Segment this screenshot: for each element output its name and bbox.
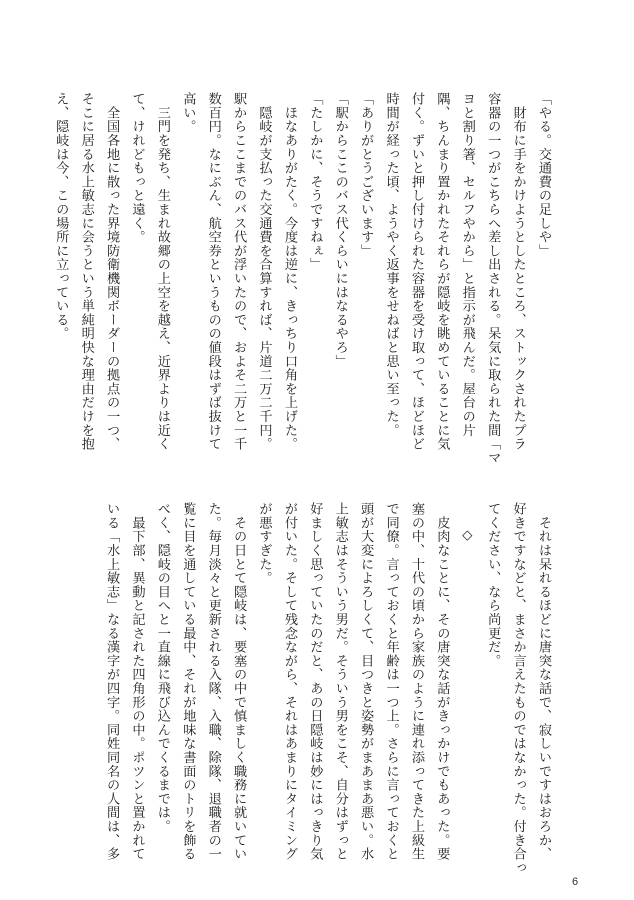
- text-line: が付いた。そして残念ながら、それはあまりにタイミング: [281, 502, 297, 861]
- upper-text-block: [53, 92, 556, 465]
- text-line: 好ましく思っていたのだと、あの日隠岐は妙にはっきり気: [307, 502, 323, 861]
- text-line: 財布に手をかけようとしたところ、ストックされたプラ: [510, 92, 526, 451]
- text-line: そこに居る水上敏志に会うという単純明快な理由だけを抱: [78, 92, 94, 451]
- text-line: 好きですなどと、まさか言えたものではなかった。付き合っ: [510, 502, 526, 875]
- text-line: その日とて隠岐は、要塞の中で慎ましく職務に就いてい: [231, 502, 247, 861]
- text-line: 覧に目を通している最中、それが地味な書面のトリを飾る: [180, 502, 196, 861]
- text-line: 高い。: [180, 92, 196, 134]
- text-line: 三門を発ち、生まれ故郷の上空を越え、近界よりは近く: [154, 92, 170, 451]
- text-line: 全国各地に散った界境防衛機関ボーダーの拠点の一つ、: [104, 92, 120, 451]
- lower-text-block: [70, 502, 556, 875]
- text-line: 容器の一つがこちらへ差し出される。呆気に取られた間「マ: [485, 92, 501, 465]
- text-line: 「ありがとうございます」: [358, 92, 374, 258]
- text-line: 皮肉なことに、その唐突な話がきっかけでもあった。要: [434, 502, 450, 861]
- text-line: た。毎月淡々と更新される入隊、入職、除隊、退職者の一: [205, 502, 221, 861]
- text-line: 塞の中、十代の頃から家族のように連れ添ってきた上級生: [408, 502, 424, 861]
- text-line: 数百円。なにぶん、航空券というものの値段はずば抜けて: [205, 92, 221, 451]
- page-number: 6: [572, 876, 579, 888]
- text-line: 最下部、異動と記された四角形の中。ポツンと置かれて: [129, 502, 145, 861]
- text-line: 「やる。交通費の足しや」: [536, 92, 551, 258]
- text-line: 「たしかに、そうですねぇ」: [307, 92, 323, 272]
- text-line: 隠岐が支払った交通費を合算すれば、片道二万二千円。: [256, 92, 272, 451]
- text-line: 頭が大変によろしくて、目つきと姿勢がまあまあ悪い。水: [358, 502, 374, 861]
- text-line: てください、なら尚更だ。: [485, 502, 501, 668]
- text-line: 上敏志はそういう男だ。そういう男をこそ、自分はずっと: [332, 502, 348, 861]
- text-line: で同僚。言っておくと年齢は一つ上。さらに言っておくと: [383, 502, 399, 861]
- text-line: べく、隠岐の目へと一直線に飛び込んでくるまでは。: [154, 502, 170, 834]
- text-line: 駅からここまでのバス代が浮いたので、およそ二万と一千: [231, 92, 247, 451]
- text-line: 隅、ちんまり置かれたそれらが隠岐を眺めていることに気: [434, 92, 450, 451]
- text-line: 「駅からここのバス代くらいにはなるやろ」: [332, 92, 348, 368]
- text-line: ほなありがたく。今度は逆に、きっちり口角を上げた。: [281, 92, 297, 451]
- text-line: ヨと割り箸、セルフやから」と指示が飛んだ。屋台の片: [459, 92, 475, 437]
- section-break-mark: ◇: [459, 528, 475, 544]
- text-line: て、けれどもっと遠く。: [129, 92, 145, 244]
- text-line: それは呆れるほどに唐突な話で、寂しいですはおろか、: [536, 502, 551, 861]
- text-line: え、隠岐は今、この場所に立っている。: [53, 92, 69, 341]
- text-line: が悪すぎた。: [256, 502, 272, 585]
- text-line: 付く。ずいと押し付けられた容器を受け取って、ほどほど: [408, 92, 424, 451]
- text-line: 時間が経った頃、ようやく返事をせねばと思い至った。: [383, 92, 399, 437]
- text-line: いる「水上敏志」なる漢字が四字。同姓同名の人間は、多: [104, 502, 120, 861]
